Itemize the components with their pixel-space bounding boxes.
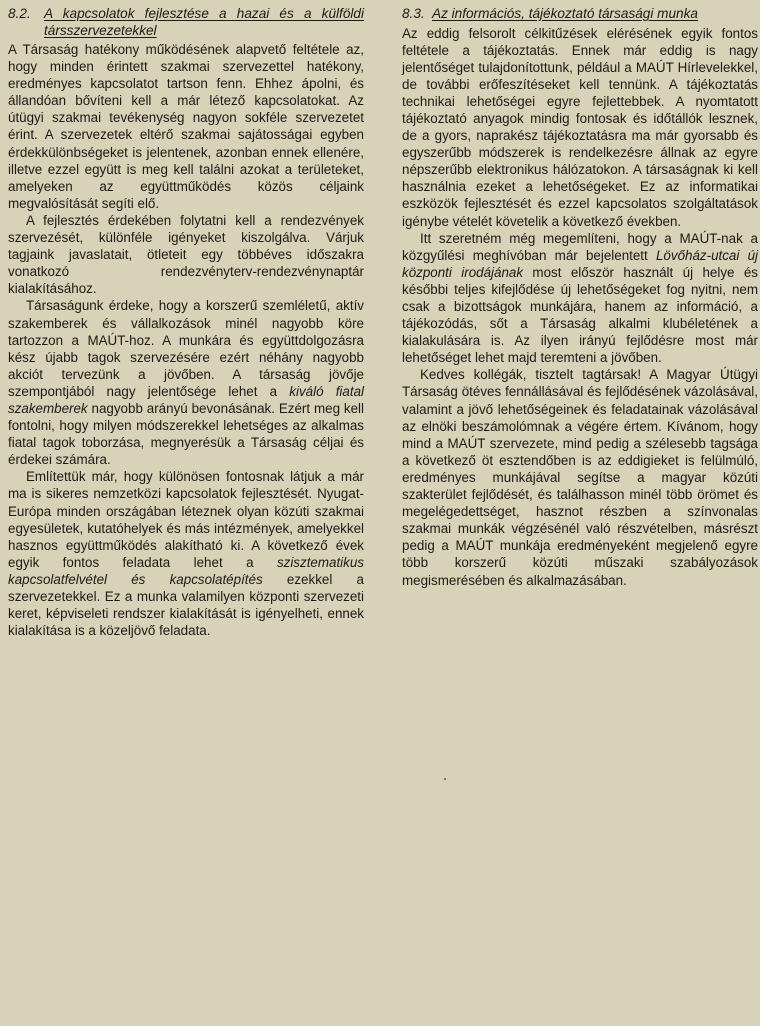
left-column bbox=[8, 6, 364, 639]
emphasis: Lövőház-utcai új központi irodájának bbox=[402, 247, 759, 280]
paragraph: Társaságunk érdeke, hogy a korszerű szemléletű, aktív szakemberek és vállalkozások minél nagyobb köre tartozzon a MAÚT-hoz. A munkára és együttdolgozásra kész újabb tagok szervezésére ezért néhány nagyobb akciót tervezünk a jövőben. A társaság jövője szempontjából nagy jelentősége lehet a kiváló fiatal szakemberek nagyobb arányú bevonásának. Ezért meg kell fontolni, hogy milyen módszerekkel lehetséges az alkalmas fiatal tagok toborzása, megnyerésük a Társaság céljai és érdekei számára. bbox=[8, 298, 365, 468]
paragraph: Az eddig felsorolt célkitűzések elérésének egyik fontos feltétele a tájékoztatás. Ennek már eddig is nagy jelentőséget tulajdonítottunk, például a MAÚT Hírlevelekkel, de további erőfeszítéseket kell tennünk. A tájékoztatás technikai lehetőségei egyre fejlettebbek. A nyomtatott tájékoztató anyagok mindig fontosak és időtállók lesznek, de a gyors, naprakész tájékoztatásra ma már gyorsabb és egyszerűbb módszerek is rendelkezésre állnak az egyre népszerűbb elektronikus hálózatokon. A társaságnak ki kell használnia ezeket a lehetőségeket. Ez az informatikai eszközök fejlesztését és ezzel kapcsolatos szolgáltatások igénybe vételét követelik a következő években. bbox=[402, 25, 758, 229]
section-number: 8.2. bbox=[8, 6, 31, 21]
paragraph: A Társaság hatékony működésének alapvető feltétele az, hogy minden érintett szakmai szervezettel hatékony, eredményes kapcsolatot tartson fenn. Ehhez ápolni, és állandóan bővíteni kell a már létező kapcsolatokat. Az útügyi szakmai tevékenység nagyon sokféle szervezetet érint. A szervezetek eltérő szakmai sajátosságai egyben érdekkülönbségeket is jelentenek, azonban ennek ellenére, illetve ezzel együtt is meg kell találni azokat a területeket, amelyeken az együttműködés közös céljaink megvalósítását segíti elő. bbox=[8, 42, 364, 211]
paragraph: Említettük már, hogy különösen fontosnak látjuk a már ma is sikeres nemzetközi kapcsolatok fejlesztését. Nyugat-Európa minden országában léteznek olyan közúti szakmai egyesületek, kutatóhelyek és más intézmények, amelyekkel hasznos együttműködés alakítható ki. A következő évek egyik fontos feladata lehet a szisztematikus kapcsolatfelvétel és kapcsolatépítés ezekkel a szervezetekkel. Ez a munka valamilyen központi szervezeti keret, képviseleti rendszer kialakítását is igényelheti, ennek kialakítása is a közeljövő feladata. bbox=[8, 469, 364, 639]
section-title: A kapcsolatok fejlesztése a hazai és a külföldi társszervezetekkel bbox=[44, 6, 364, 38]
emphasis: szisztematikus kapcsolatfelvétel és kapcsolatépítés bbox=[8, 554, 364, 587]
section-heading-8-2 bbox=[8, 6, 364, 39]
section-title: Az információs, tájékoztató társasági munka bbox=[432, 6, 698, 21]
paragraph: Kedves kollégák, tisztelt tagtársak! A Magyar Útügyi Társaság ötéves fennállásával és fejlődésének vázolásával, valamint a jövő lehetőségeinek és feladatainak vázolásával az elnöki beszámolómnak a végére értem. Kívánom, hogy mind a MAÚT szervezete, mind pedig a szélesebb tagsága a következő öt esztendőben is az eddigieket is felülmúló, eredményes munkájával segítse a magyar közúti szakterület fejlődését, és találhasson minél több örömet és megelégedettséget, hasznot részben a színvonalas szakmai munkák végzésénél való részvételben, másrészt pedig a MAÚT munkája eredményeként megjelenő egyre több korszerű közúti műszaki szabályozások megismerésében és alkalmazásában. bbox=[402, 367, 758, 588]
paragraph: Itt szeretném még megemlíteni, hogy a MAÚT-nak a közgyűlési meghívóban már bejelentett Lövőház-utcai új központi irodájának most először használt új helye és későbbi teljes kifejlődése új lehetőségeket fog nyitni, nem csak a bizottságok munkájára, hanem az információ, a tájékozódás, sőt a Társaság alkalmi klubéletének a kialakulására is. Az ilyen irányú fejlődésre most már lehetőséget lehet majd teremteni a jövőben. bbox=[402, 230, 759, 366]
section-number: 8.3. bbox=[402, 6, 425, 21]
paragraph: A fejlesztés érdekében folytatni kell a rendezvények szervezését, különféle igényeket kiszolgálva. Várjuk tagjaink javaslatait, ötleteit egy többéves időszakra vonatkozó rendezvényterv-rendezvénynaptár kialakításához. bbox=[8, 212, 364, 297]
right-column bbox=[402, 6, 758, 589]
scan-speck bbox=[444, 778, 446, 780]
section-heading-8-3 bbox=[402, 6, 758, 23]
emphasis: kiváló fiatal szakemberek bbox=[8, 383, 365, 416]
